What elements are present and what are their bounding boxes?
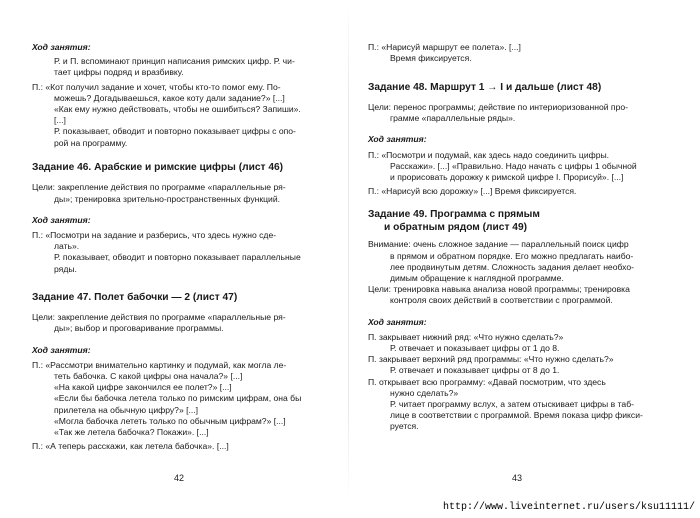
- lesson-heading: Ход занятия:: [368, 316, 427, 327]
- lesson-heading: Ход занятия:: [32, 42, 91, 52]
- warning-line: димым обращение к наглядной программе.: [390, 272, 564, 283]
- paragraph-line: П. закрывает нижний ряд: «Что нужно сделать?»: [368, 331, 564, 342]
- paragraph-line: лать».: [54, 241, 80, 252]
- paragraph-line: можешь? Догадываешься, какое коту дали задание?» [...]: [54, 92, 285, 103]
- task-49-title: Задание 49. Программа с прямым: [368, 209, 540, 221]
- lesson-heading: Ход занятия:: [32, 344, 91, 355]
- goals-line: Цели: перенос программы; действие по интериоризованной про-: [368, 101, 629, 112]
- paragraph-line: П.: «Кот получил задание и хочет, чтобы кто-то помог ему. По-: [32, 81, 281, 92]
- goals-line: контроля своих действий в соответствии с программой.: [390, 295, 613, 306]
- paragraph-line: теть бабочка. С какой цифры она начала?» [...]: [54, 371, 243, 382]
- lesson-heading: Ход занятия:: [32, 214, 91, 225]
- warning-line: в прямом и обратном порядке. Его можно предлагать наибо-: [390, 250, 634, 261]
- paragraph-line: П.: «Посмотри и подумай, как здесь надо соединить цифры.: [368, 149, 610, 160]
- task-48-title: Задание 48. Маршрут 1 → I и дальше (лист 48): [368, 82, 602, 94]
- warning-line: Внимание: очень сложное задание — параллельный поиск цифр: [368, 239, 629, 250]
- paragraph-line: «Как ему нужно действовать, чтобы не ошибиться? Запиши».: [54, 104, 301, 115]
- paragraph-line: «Если бы бабочка летела только по римским цифрам, она бы: [54, 393, 302, 404]
- paragraph-line: и прорисовать дорожку к римской цифре I. Прорисуй». [...]: [390, 171, 624, 182]
- paragraph-line: лице в соответствии с программой. Время показа цифр фикси-: [390, 410, 643, 421]
- goals-line: Цели: закрепление действия по программе «параллельные ря-: [32, 182, 286, 193]
- paragraph-line: [...]: [54, 115, 66, 126]
- watermark-url: http://www.liveinternet.ru/users/ksu11111/: [442, 502, 695, 513]
- right-page: [368, 0, 673, 500]
- goals-line: ды»; тренировка зрительно-пространственных функций.: [54, 193, 281, 204]
- goals-line: ды»; выбор и проговаривание программы.: [54, 323, 224, 334]
- paragraph-line: Время фиксируется.: [390, 53, 472, 64]
- page-number: 43: [512, 473, 523, 483]
- paragraph-line: ряды.: [54, 263, 77, 274]
- paragraph-line: П. открывает всю программу: «Давай посмотрим, что здесь: [368, 376, 606, 387]
- paragraph-line: Расскажи». [...] «Правильно. Надо начать с цифры 1 обычной: [390, 160, 637, 171]
- paragraph-line: «Могла бабочка лететь только по обычным цифрам?» [...]: [54, 415, 286, 426]
- left-page: [32, 0, 337, 500]
- task-47-title: Задание 47. Полет бабочки — 2 (лист 47): [32, 291, 238, 303]
- paragraph-line: П.: «А теперь расскажи, как летела бабочка». [...]: [32, 441, 229, 452]
- paragraph-line: Р. читает программу вслух, а затем отыскивает цифры в таб-: [390, 398, 634, 409]
- paragraph-line: Р. показывает, обводит и повторно показывает параллельные: [54, 252, 301, 263]
- task-49-title: и обратным рядом (лист 49): [384, 221, 527, 233]
- paragraph-line: «На какой цифре закончился ее полет?» [...]: [54, 382, 232, 393]
- paragraph-line: П.: «Посмотри на задание и разберись, что здесь нужно сде-: [32, 229, 277, 240]
- warning-line: лее продвинутым детям. Сложность задания делает необхо-: [390, 261, 634, 272]
- page-number: 42: [174, 473, 185, 483]
- paragraph-line: Р. и П. вспоминают принцип написания римских цифр. Р. чи-: [54, 56, 295, 67]
- goals-line: Цели: тренировка навыка анализа новой программы; тренировка: [368, 284, 630, 295]
- paragraph-line: П.: «Рассмотри внимательно картинку и подумай, как могла ле-: [32, 359, 287, 370]
- paragraph-line: Р. отвечает и показывает цифры от 8 до 1.: [390, 365, 560, 376]
- goals-line: грамме «параллельные ряды».: [390, 113, 516, 124]
- goals-line: Цели: закрепление действия по программе «параллельные ря-: [32, 312, 286, 323]
- paragraph-line: тает цифры подряд и вразбивку.: [54, 67, 184, 78]
- paragraph-line: нужно сделать?»: [390, 387, 459, 398]
- paragraph-line: П.: «Нарисуй маршрут ее полета». [...]: [368, 42, 521, 52]
- paragraph-line: прилетела на обычную цифру?» [...]: [54, 404, 199, 415]
- paragraph-line: П. закрывает верхний ряд программы: «Что нужно сделать?»: [368, 354, 614, 365]
- page-gutter: [348, 0, 349, 500]
- paragraph-line: Р. отвечает и показывает цифры от 1 до 8.: [390, 342, 560, 353]
- paragraph-line: «Так же летела бабочка? Покажи». [...]: [54, 427, 209, 438]
- paragraph-line: рой на программу.: [54, 137, 128, 148]
- paragraph-line: П.: «Нарисуй всю дорожку» [...] Время фиксируется.: [368, 186, 577, 197]
- paragraph-line: Р. показывает, обводит и повторно показывает цифры с опо-: [54, 126, 296, 137]
- lesson-heading: Ход занятия:: [368, 134, 427, 145]
- task-46-title: Задание 46. Арабские и римские цифры (лист 46): [32, 161, 284, 173]
- paragraph-line: руется.: [390, 421, 419, 432]
